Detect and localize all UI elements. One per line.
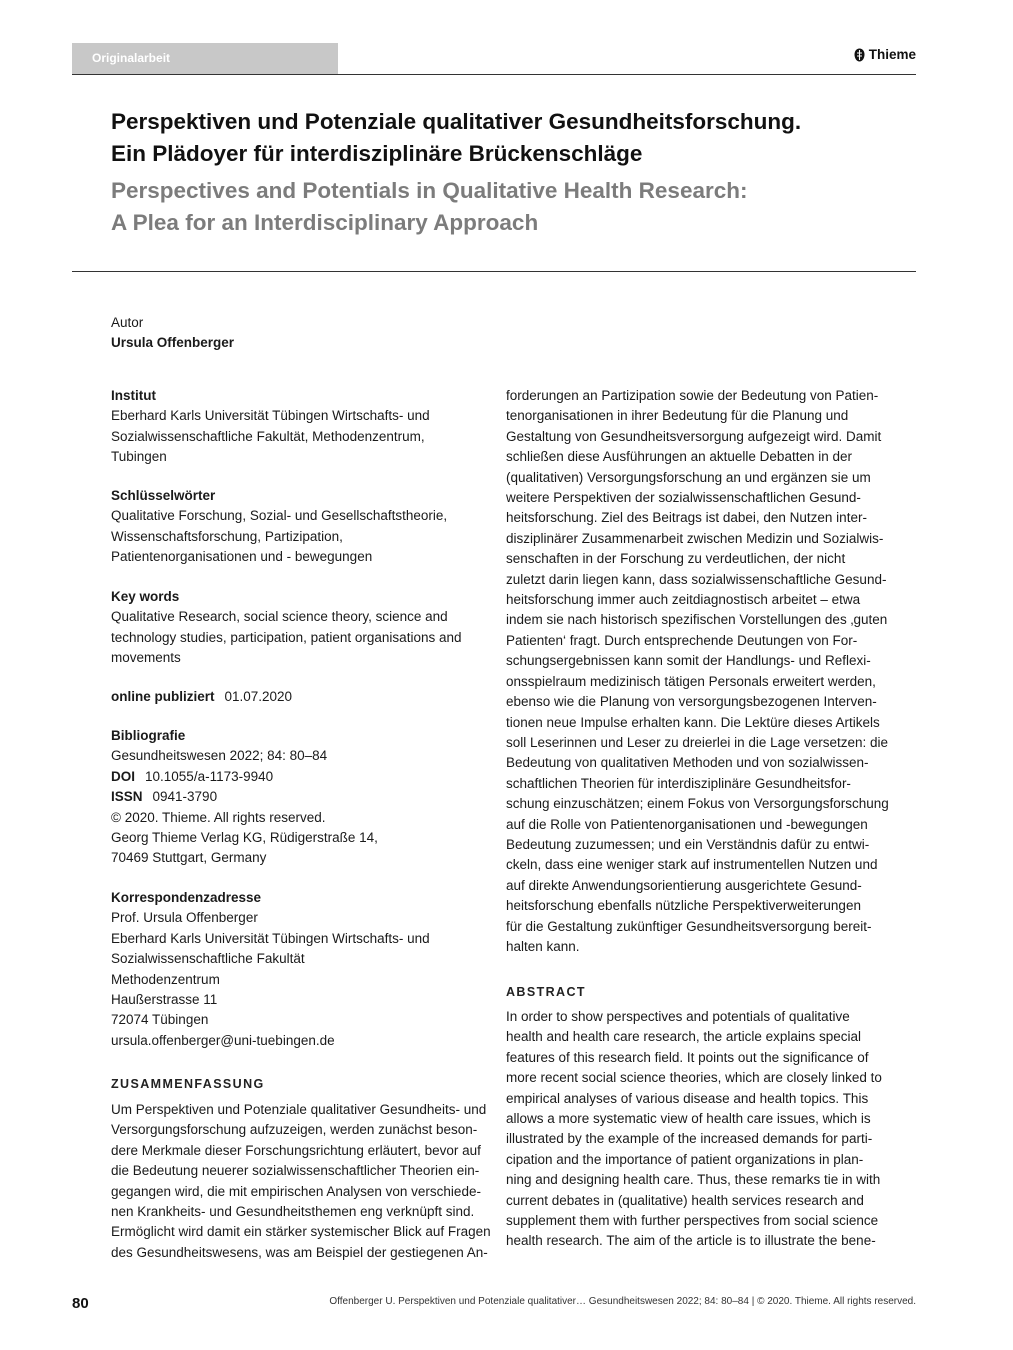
zusammenfassung-line: nen Krankheits- und Gesundheitsthemen eng verknüpft sind. — [111, 1204, 475, 1220]
online-label: online publiziert — [111, 689, 215, 704]
institute-label: Institut — [111, 388, 156, 403]
author-label: Autor — [111, 315, 144, 330]
correspondence-line: Eberhard Karls Universität Tübingen Wirtschafts- und — [111, 930, 430, 946]
article-type-label: Originalarbeit — [92, 51, 171, 65]
continuation-line: forderungen an Partizipation sowie der Bedeutung von Patien- — [506, 388, 879, 403]
abstract-line: features of this research field. It points out the significance of — [506, 1049, 869, 1065]
correspondence-line: Sozialwissenschaftliche Fakultät — [111, 951, 305, 967]
continuation-line: indem sie nach historisch spezifischen Vorstellungen des ‚guten — [506, 612, 888, 628]
bibliography-journal: Gesundheitswesen 2022; 84: 80–84 — [111, 748, 328, 764]
continuation-line: schließen diese Ausführungen an aktuelle Debatten in der — [506, 449, 852, 465]
continuation-line: schaftlichen Theorien für interdisziplinäre Gesundheitsfor- — [506, 775, 851, 791]
zusammenfassung-line: Versorgungsforschung aufzuzeigen, werden zunächst beson- — [111, 1122, 478, 1138]
keywords-en-block — [111, 587, 485, 669]
zusammenfassung-continuation — [506, 386, 889, 957]
continuation-line: soll Leserinnen und Leser zu dreierlei in die Lage versetzen: die — [506, 734, 888, 750]
publisher-name: Thieme — [868, 47, 916, 62]
page-number: 80 — [72, 1295, 89, 1312]
abstract-line: health and health care research, the article explains special — [506, 1029, 861, 1045]
abstract-body — [506, 1007, 882, 1252]
publisher-logo — [854, 47, 916, 62]
author-name: Ursula Offenberger — [111, 335, 235, 351]
keywords-en-line: Qualitative Research, social science theory, science and — [111, 609, 448, 625]
continuation-line: ckeln, dass eine weniger stark auf instrumentellen Nutzen und — [506, 857, 878, 873]
doi-value[interactable]: 10.1055/a-1173-9940 — [145, 768, 274, 784]
title-german-line: Perspektiven und Potenziale qualitativer Gesundheitsforschung. — [111, 109, 802, 134]
zusammenfassung-line: des Gesundheitswesens, was am Beispiel der gestiegenen An- — [111, 1244, 488, 1260]
header-divider — [72, 74, 916, 75]
title-english — [111, 175, 901, 239]
continuation-line: onsspielraum medizinisch tätigen Personals erweitert werden, — [506, 673, 876, 689]
keywords-de-line: Wissenschaftsforschung, Partizipation, — [111, 528, 343, 544]
continuation-line: (qualitativen) Versorgungsforschung an und ergänzen sie um — [506, 469, 871, 485]
continuation-line: tionen neue Impulse erhalten kann. Die Lektüre dieses Artikels — [506, 714, 880, 730]
abstract-line: current debates in (qualitative) health services research and — [506, 1192, 864, 1208]
article-type-tag — [72, 43, 338, 75]
keywords-de-line: Patientenorganisationen und - bewegungen — [111, 549, 373, 565]
continuation-line: schung einzuschätzen; einem Fokus von Versorgungsforschung — [506, 796, 889, 812]
institute-line: Sozialwissenschaftliche Fakultät, Methodenzentrum, — [111, 428, 425, 444]
keywords-de-block — [111, 486, 485, 568]
continuation-line: halten kann. — [506, 938, 580, 954]
online-date: 01.07.2020 — [224, 689, 293, 704]
bibliography-label: Bibliografie — [111, 728, 186, 743]
continuation-line: senschaften in der Forschung zu verdeutlichen, der nicht — [506, 551, 846, 567]
correspondence-line: 72074 Tübingen — [111, 1012, 209, 1028]
abstract-line: health research. The aim of the article is to illustrate the bene- — [506, 1233, 876, 1249]
title-german-line: Ein Plädoyer für interdisziplinäre Brückenschläge — [111, 141, 643, 166]
continuation-line: heitsforschung immer auch zeitdiagnostisch arbeitet – etwa — [506, 592, 861, 608]
keywords-en-line: technology studies, participation, patient organisations and — [111, 629, 462, 645]
continuation-line: Patienten‘ fragt. Durch entsprechende Deutungen von For- — [506, 632, 858, 648]
zusammenfassung-line: dere Merkmale dieser Forschungsrichtung erläutert, bevor auf — [111, 1142, 481, 1158]
bibliography-line: 70469 Stuttgart, Germany — [111, 850, 267, 866]
continuation-line: Bedeutung zuzumessen; und ein Verständnis dafür zu entwi- — [506, 836, 870, 852]
bibliography-line: © 2020. Thieme. All rights reserved. — [111, 809, 326, 825]
continuation-line: schungsergebnissen kann somit der Handlungs- und Reflexi- — [506, 653, 871, 669]
zusammenfassung-line: Um Perspektiven und Potenziale qualitativer Gesundheits- und — [111, 1102, 487, 1117]
continuation-line: Gestaltung von Gesundheitsversorgung aufgezeigt wird. Damit — [506, 428, 882, 444]
institute-line: Eberhard Karls Universität Tübingen Wirtschafts- und — [111, 408, 430, 424]
bibliography-line: Georg Thieme Verlag KG, Rüdigerstraße 14, — [111, 830, 378, 846]
continuation-line: auf die Rolle von Patientenorganisationen und -bewegungen — [506, 816, 868, 832]
doi-label: DOI — [111, 768, 136, 784]
abstract-line: cipation and the importance of patient organizations in plan- — [506, 1151, 864, 1167]
continuation-line: heitsforschung. Ziel des Beitrags ist dabei, den Nutzen inter- — [506, 510, 867, 526]
title-english-line: Perspectives and Potentials in Qualitative Health Research: — [111, 178, 748, 203]
continuation-line: ebenso wie die Planung von versorgungsbezogenen Interven- — [506, 694, 877, 710]
zusammenfassung-heading: ZUSAMMENFASSUNG — [111, 1077, 265, 1091]
abstract-line: supplement them with further perspectives from social science — [506, 1213, 879, 1229]
correspondence-line: Methodenzentrum — [111, 971, 220, 987]
author-block — [111, 313, 485, 354]
zusammenfassung-line: die Bedeutung neuerer sozialwissenschaftlicher Theorien ein- — [111, 1163, 480, 1179]
continuation-line: heitsforschung ebenfalls nützliche Perspektiverweiterungen — [506, 898, 861, 914]
zusammenfassung-body — [111, 1100, 491, 1263]
keywords-en-line: movements — [111, 650, 181, 666]
title-english-line: A Plea for an Interdisciplinary Approach — [111, 210, 539, 235]
correspondence-email[interactable]: ursula.offenberger@uni-tuebingen.de — [111, 1032, 335, 1048]
abstract-line: empirical analyses of various disease and health topics. This — [506, 1090, 869, 1106]
abstract-line: more recent social science theories, which are closely linked to — [506, 1070, 882, 1086]
abstract-line: ning and designing health care. Thus, these remarks tie in with — [506, 1172, 881, 1188]
zusammenfassung-line: Ermöglicht wird damit ein stärker systemischer Blick auf Fragen — [111, 1224, 491, 1240]
bibliography-block — [111, 726, 485, 869]
correspondence-block — [111, 888, 485, 1051]
continuation-line: zuletzt darin liegen kann, dass sozialwissenschaftliche Gesund- — [506, 571, 887, 587]
issn-label: ISSN — [111, 789, 143, 805]
keywords-en-label: Key words — [111, 589, 180, 604]
zusammenfassung-heading-wrap — [111, 1074, 485, 1094]
institute-line: Tubingen — [111, 449, 167, 465]
thieme-logo-icon — [854, 48, 865, 62]
abstract-line: In order to show perspectives and potentials of qualitative — [506, 1009, 850, 1024]
title-german — [111, 106, 901, 170]
correspondence-line: Haußerstrasse 11 — [111, 992, 218, 1008]
continuation-line: weitere Perspektiven der sozialwissenschaftlichen Gesund- — [506, 490, 861, 506]
title-divider — [72, 271, 916, 272]
continuation-line: für die Gestaltung zukünftiger Gesundheitsversorgung bereit- — [506, 918, 872, 934]
footer-citation: Offenberger U. Perspektiven und Potenziale qualitativer… Gesundheitswesen 2022; 84: 80–84 | © 2020. Thieme. All rights reserved. — [329, 1296, 916, 1307]
correspondence-label: Korrespondenzadresse — [111, 890, 262, 905]
continuation-line: tenorganisationen in ihrer Bedeutung für die Planung und — [506, 408, 849, 424]
keywords-de-line: Qualitative Forschung, Sozial- und Gesellschaftstheorie, — [111, 508, 448, 524]
abstract-line: illustrated by the example of the increased demands for parti- — [506, 1131, 873, 1147]
continuation-line: disziplinärer Zusammenarbeit zwischen Medizin und Sozialwis- — [506, 530, 884, 546]
correspondence-line: Prof. Ursula Offenberger — [111, 910, 258, 926]
online-published — [111, 687, 485, 707]
abstract-line: allows a more systematic view of health care issues, which is — [506, 1111, 871, 1127]
abstract-heading: ABSTRACT — [506, 985, 586, 999]
issn-value: 0941-3790 — [152, 789, 218, 805]
keywords-de-label: Schlüsselwörter — [111, 488, 216, 503]
institute-block — [111, 386, 485, 468]
abstract-heading-wrap — [506, 982, 878, 1002]
continuation-line: auf direkte Anwendungsorientierung ausgerichtete Gesund- — [506, 877, 862, 893]
zusammenfassung-line: gegangen wird, die mit empirischen Analysen von verschiede- — [111, 1183, 481, 1199]
continuation-line: Bedeutung von qualitativen Methoden und von sozialwissen- — [506, 755, 869, 771]
